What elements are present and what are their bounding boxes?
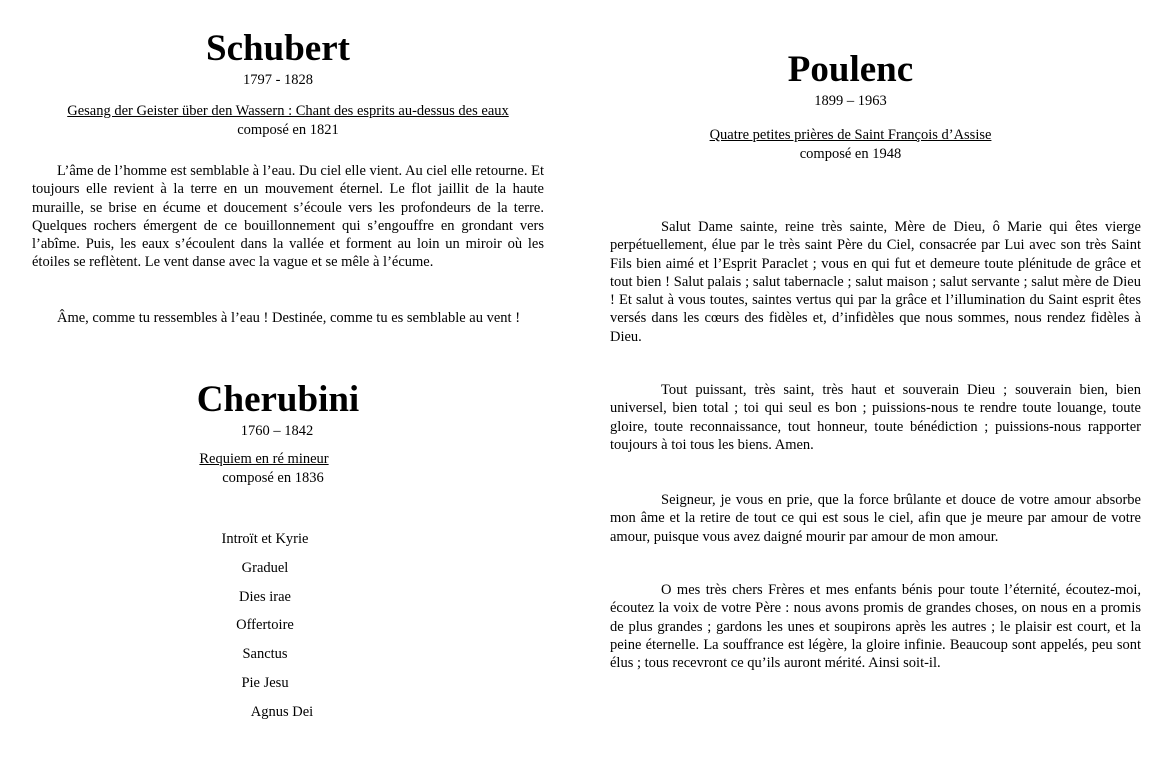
poulenc-section xyxy=(610,51,1141,164)
poulenc-prayer-3: Seigneur, je vous en prie, que la force brûlante et douce de votre amour absorbe mon âme et la retire de tout ce qui est sous le ciel, afin que je meure par amour de votre amour, puisque vous avez daigné mourir par amour de mon amour. xyxy=(610,492,1141,545)
composed-date-schubert: composé en 1821 xyxy=(237,122,339,138)
movement-item: Pie Jesu xyxy=(241,675,289,691)
work-title-cherubini-text: Requiem en ré mineur xyxy=(199,451,329,467)
work-title-cherubini xyxy=(8,450,520,469)
composer-name-schubert: Schubert xyxy=(206,28,350,69)
composer-name-cherubini: Cherubini xyxy=(196,379,360,420)
work-title-poulenc: Quatre petites prières de Saint François d’Assise xyxy=(709,127,992,143)
schubert-section xyxy=(32,30,544,140)
movement-item: Graduel xyxy=(241,560,289,576)
composer-dates-schubert: 1797 - 1828 xyxy=(242,72,314,88)
poulenc-prayer-1: Salut Dame sainte, reine très sainte, Mère de Dieu, ô Marie qui êtes vierge perpétuellement, élue par le très saint Père du Ciel, consacrée par Lui avec son très Saint Fils bien aimé et l’Esprit Paraclet ; vous en qui fut et demeure toute plénitude de grâce et tout bien ! Salut palais ; salut tabernacle ; salut maison ; salut servante ; salut mère de Dieu ! Et salut à vous toutes, saintes vertus qui par la grâce et l’illumination du Saint esprit êtes versés dans les cœurs des fidèles et, d’infidèles que nous sommes, nous rendez fidèles à Dieu. xyxy=(610,219,1141,345)
poulenc-prayer-2: Tout puissant, très saint, très haut et souverain Dieu ; souverain bien, bien universel, bien total ; toi qui seul es bon ; puissions-nous te rendre toute louange, toute gloire, toute reconnaissance, tout honneur, toute bénédiction ; puissions-nous rapporter toujours à toi tous les biens. Amen. xyxy=(610,382,1141,453)
composer-dates-cherubini: 1760 – 1842 xyxy=(240,423,314,439)
poulenc-prayer-4: O mes très chers Frères et mes enfants bénis pour toute l’éternité, écoutez-moi, écoutez la voix de votre Père : nous avons promis de grandes choses, on nous en a promis de plus grandes ; gardons les unes et soupirons après les autres ; le plaisir est court, et la peine éternelle. La souffrance est légère, la gloire infinie. Beaucoup sont appelés, peu sont élus ; tous recevront ce qu’ils auront mérité. Ainsi soit-il. xyxy=(610,582,1141,672)
movement-item: Agnus Dei xyxy=(250,704,314,720)
work-title-schubert: Gesang der Geister über den Wassern : Chant des esprits au-dessus des eaux xyxy=(67,103,509,119)
movement-item: Offertoire xyxy=(236,617,294,633)
movement-item: Sanctus xyxy=(242,646,288,662)
movement-item: Dies irae xyxy=(239,589,291,605)
composed-date-poulenc: composé en 1948 xyxy=(799,146,902,162)
schubert-paragraph-1: L’âme de l’homme est semblable à l’eau. Du ciel elle vient. Au ciel elle retourne. Et toujours elle revient à la terre en un mouvement éternel. Le flot jaillit de la haute muraille, se brise en écume et doucement s’écoule vers les profondeurs de la terre. Quelques rochers émergent de ce bouillonnement qui s’engouffre en grondant vers l’abîme. Puis, les eaux s’écoulent dans la vallée et forment au loin un miroir où les étoiles se reflètent. Le vent danse avec la vague et se mêle à l’écume. xyxy=(32,163,544,271)
composed-date-cherubini: composé en 1836 xyxy=(222,470,324,486)
cherubini-section xyxy=(32,381,544,488)
movement-item: Introït et Kyrie xyxy=(221,531,309,547)
composer-dates-poulenc: 1899 – 1963 xyxy=(814,93,887,109)
composer-name-poulenc: Poulenc xyxy=(787,49,914,90)
schubert-paragraph-2: Âme, comme tu ressembles à l’eau ! Destinée, comme tu es semblable au vent ! xyxy=(57,310,521,326)
